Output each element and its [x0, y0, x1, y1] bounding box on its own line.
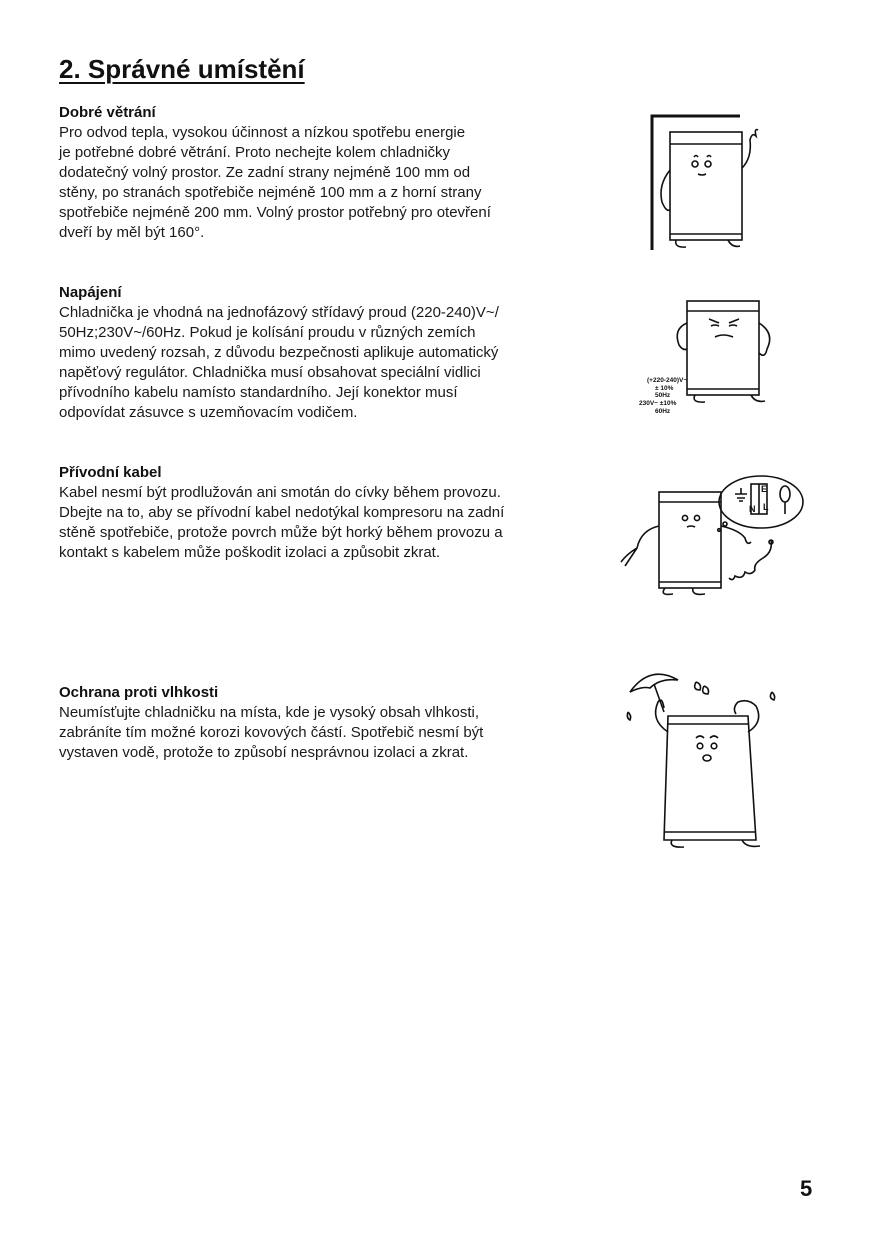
voltage-label: 60Hz: [655, 408, 671, 415]
fridge-near-wall-icon: [640, 110, 770, 255]
body-line: Dbejte na to, aby se přívodní kabel nedotýkal kompresoru na zadní: [59, 504, 505, 521]
section-heading: Přívodní kabel: [59, 464, 162, 481]
body-line: mimo uvedený rozsah, z důvodu bezpečnosti aplikuje automatický: [59, 344, 499, 361]
section-heading: Napájení: [59, 284, 122, 301]
body-line: vystaven vodě, protože to způsobí nesprávnou izolaci a zkrat.: [59, 744, 469, 761]
voltage-label: 230V~ ±10%: [639, 400, 677, 407]
body-line: přívodního kabelu namísto standardního. Její konektor musí: [59, 384, 458, 401]
body-line: Kabel nesmí být prodlužován ani smotán do cívky během provozu.: [59, 484, 501, 501]
body-line: dveří by měl být 160°.: [59, 224, 205, 241]
voltage-label: (+220-240)V~: [647, 377, 688, 384]
body-line: Neumísťujte chladničku na místa, kde je vysoký obsah vlhkosti,: [59, 704, 479, 721]
section-body: [59, 303, 559, 423]
voltage-label: ± 10%: [655, 385, 674, 392]
body-line: je potřebné dobré větrání. Proto nechejte kolem chladničky: [59, 144, 451, 161]
section-body: [59, 123, 559, 243]
fridge-voltage-icon: [635, 293, 780, 423]
socket-label-neutral: N: [749, 504, 756, 514]
socket-label-ground: E: [761, 484, 768, 494]
page-title: 2. Správné umístění: [59, 54, 305, 84]
body-line: stěny, po stranách spotřebiče nejméně 100 mm a z horní strany: [59, 184, 482, 201]
section-body: [59, 483, 559, 563]
body-line: odpovídat zásuvce s uzemňovacím vodičem.: [59, 404, 358, 421]
body-line: stěně spotřebiče, protože povrch může být horký během provozu a: [59, 524, 503, 541]
body-line: Pro odvod tepla, vysokou účinnost a nízkou spotřebu energie: [59, 124, 466, 141]
body-line: napěťový regulátor. Chladnička musí obsahovat speciální vidlici: [59, 364, 481, 381]
voltage-label: 50Hz: [655, 392, 671, 399]
section-moisture: [59, 683, 559, 763]
section-body: [59, 703, 559, 763]
section-ventilation: [59, 103, 559, 243]
body-line: zabráníte tím možné korozi kovových částí. Spotřebič nesmí být: [59, 724, 484, 741]
section-cable: [59, 463, 559, 563]
body-line: 50Hz;230V~/60Hz. Pokud je kolísání proudu v různých zemích: [59, 324, 476, 341]
fridge-rain-icon: [620, 662, 780, 852]
page-number: 5: [800, 1176, 813, 1201]
body-line: dodatečný volný prostor. Ze zadní strany nejméně 100 mm od: [59, 164, 471, 181]
socket-label-live: L: [763, 502, 769, 512]
section-heading: Dobré větrání: [59, 104, 156, 121]
body-line: Chladnička je vhodná na jednofázový střídavý proud (220-240)V~/: [59, 304, 499, 321]
fridge-cable-icon: [615, 472, 810, 600]
body-line: spotřebiče nejméně 200 mm. Volný prostor potřebný pro otevření: [59, 204, 491, 221]
section-heading: Ochrana proti vlhkosti: [59, 684, 219, 701]
body-line: kontakt s kabelem může poškodit izolaci a způsobit zkrat.: [59, 544, 441, 561]
section-power: [59, 283, 559, 423]
